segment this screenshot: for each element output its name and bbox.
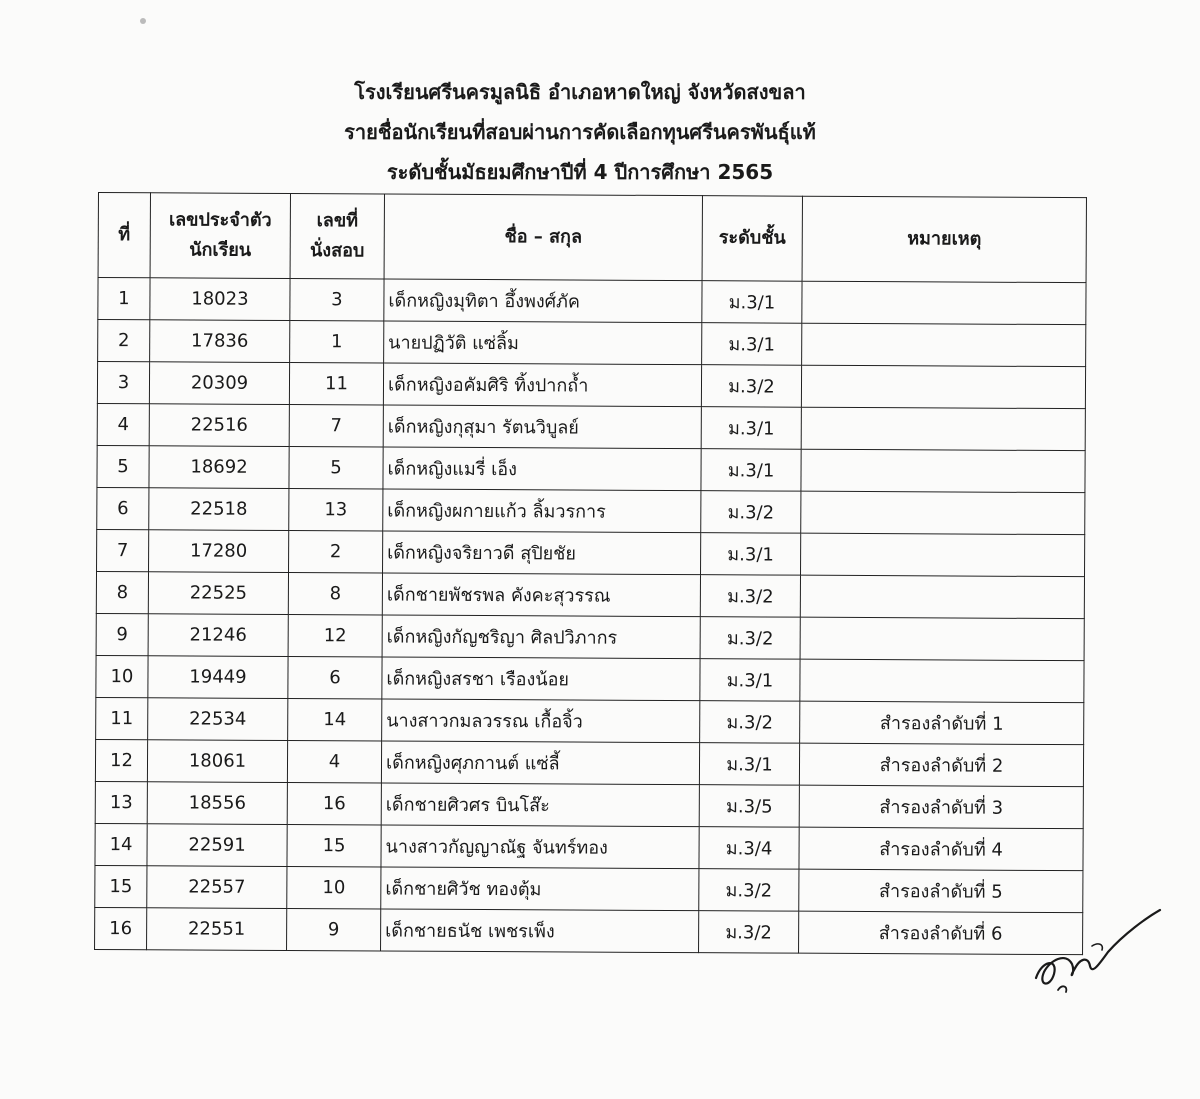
cell-level: ม.3/4 bbox=[699, 827, 799, 870]
cell-level: ม.3/1 bbox=[700, 659, 800, 702]
cell-seat: 1 bbox=[290, 321, 384, 363]
cell-note bbox=[800, 659, 1084, 702]
table-row bbox=[95, 739, 1083, 786]
cell-name: นางสาวกมลวรรณ เกื้อจิ้ว bbox=[382, 699, 700, 743]
cell-level: ม.3/1 bbox=[701, 407, 801, 450]
cell-name: เด็กชายธนัช เพชรเพ็ง bbox=[381, 909, 699, 953]
cell-level: ม.3/5 bbox=[699, 785, 799, 828]
table-row bbox=[95, 781, 1083, 828]
table-row bbox=[97, 445, 1085, 492]
cell-note: สำรองลำดับที่ 2 bbox=[799, 743, 1083, 786]
cell-no: 7 bbox=[97, 529, 149, 571]
cell-seat: 3 bbox=[290, 279, 384, 321]
cell-level: ม.3/1 bbox=[702, 323, 802, 366]
header-name: ชื่อ – สกุล bbox=[384, 194, 702, 281]
cell-seat: 4 bbox=[287, 741, 381, 783]
cell-note bbox=[802, 323, 1086, 366]
handwritten-signature-icon bbox=[1028, 900, 1168, 1000]
header-student-id: เลขประจำตัว นักเรียน bbox=[150, 193, 290, 279]
cell-level: ม.3/2 bbox=[700, 701, 800, 744]
cell-seat: 12 bbox=[288, 615, 382, 657]
cell-note bbox=[800, 617, 1084, 660]
cell-student-id: 22557 bbox=[147, 866, 287, 909]
cell-no: 3 bbox=[97, 362, 149, 404]
cell-seat: 10 bbox=[287, 866, 381, 908]
school-title: โรงเรียนศรีนครมูลนิธิ อำเภอหาดใหญ่ จังหวัดสงขลา bbox=[354, 80, 806, 104]
cell-no: 10 bbox=[96, 655, 148, 697]
cell-seat: 2 bbox=[289, 531, 383, 573]
cell-name: นางสาวกัญญาณัฐ จันทร์ทอง bbox=[381, 825, 699, 869]
cell-no: 15 bbox=[95, 865, 147, 907]
cell-seat: 15 bbox=[287, 824, 381, 866]
cell-note: สำรองลำดับที่ 3 bbox=[799, 785, 1083, 828]
cell-student-id: 22551 bbox=[147, 908, 287, 951]
cell-note bbox=[801, 449, 1085, 492]
cell-level: ม.3/2 bbox=[701, 365, 801, 408]
header-seat: เลขที่ นั่งสอบ bbox=[290, 194, 384, 279]
cell-name: เด็กหญิงแมรี่ เอ็ง bbox=[383, 447, 701, 491]
cell-no: 12 bbox=[95, 739, 147, 781]
cell-seat: 5 bbox=[289, 447, 383, 489]
cell-level: ม.3/2 bbox=[699, 911, 799, 954]
cell-student-id: 17280 bbox=[149, 530, 289, 573]
table-row bbox=[95, 865, 1083, 912]
document-header bbox=[0, 72, 1160, 192]
cell-seat: 7 bbox=[289, 405, 383, 447]
cell-name: เด็กหญิงกัญชริญา ศิลปวิภากร bbox=[382, 615, 700, 659]
cell-note: สำรองลำดับที่ 6 bbox=[799, 911, 1083, 954]
table-row bbox=[98, 320, 1086, 367]
cell-no: 1 bbox=[98, 278, 150, 320]
cell-no: 11 bbox=[96, 697, 148, 739]
cell-no: 2 bbox=[98, 320, 150, 362]
list-title: รายชื่อนักเรียนที่สอบผ่านการคัดเลือกทุนศรีนครพันธุ์แท้ bbox=[344, 120, 816, 144]
cell-name: เด็กชายศิวศร บินโส๊ะ bbox=[381, 783, 699, 827]
cell-student-id: 19449 bbox=[148, 656, 288, 699]
table-row bbox=[96, 571, 1084, 618]
cell-name: เด็กหญิงสรชา เรืองน้อย bbox=[382, 657, 700, 701]
cell-seat: 13 bbox=[289, 489, 383, 531]
cell-student-id: 18023 bbox=[150, 278, 290, 321]
cell-name: เด็กหญิงจริยาวดี สุปิยชัย bbox=[383, 531, 701, 575]
cell-name: เด็กหญิงศุภกานต์ แซ่ลี้ bbox=[381, 741, 699, 785]
cell-student-id: 22525 bbox=[148, 572, 288, 615]
cell-note bbox=[801, 365, 1085, 408]
level-year-title: ระดับชั้นมัธยมศึกษาปีที่ 4 ปีการศึกษา 2565 bbox=[386, 160, 774, 184]
cell-student-id: 22591 bbox=[147, 824, 287, 867]
header-level: ระดับชั้น bbox=[702, 196, 802, 282]
cell-name: เด็กชายศิวัช ทองตุ้ม bbox=[381, 867, 699, 911]
cell-level: ม.3/2 bbox=[700, 617, 800, 660]
cell-name: นายปฏิวัติ แซ่ลิ้ม bbox=[384, 321, 702, 365]
cell-note: สำรองลำดับที่ 4 bbox=[799, 827, 1083, 870]
cell-note: สำรองลำดับที่ 1 bbox=[800, 701, 1084, 744]
student-results-table bbox=[94, 192, 1087, 955]
cell-student-id: 18556 bbox=[147, 782, 287, 825]
header-no: ที่ bbox=[98, 193, 150, 278]
cell-student-id: 18061 bbox=[147, 740, 287, 783]
cell-name: เด็กหญิงผกายแก้ว ลิ้มวรการ bbox=[383, 489, 701, 533]
table-row bbox=[96, 655, 1084, 702]
cell-note bbox=[801, 491, 1085, 534]
cell-name: เด็กหญิงกุสุมา รัตนวิบูลย์ bbox=[383, 405, 701, 449]
cell-name: เด็กหญิงอคัมศิริ ทิ้งปากถ้ำ bbox=[383, 363, 701, 407]
cell-no: 4 bbox=[97, 403, 149, 445]
table-row bbox=[95, 823, 1083, 870]
cell-name: เด็กหญิงมุทิตา อึ้งพงศ์ภัค bbox=[384, 279, 702, 323]
scan-speck bbox=[140, 18, 146, 24]
cell-student-id: 18692 bbox=[149, 446, 289, 489]
table-row bbox=[95, 907, 1083, 954]
cell-level: ม.3/2 bbox=[699, 869, 799, 912]
cell-seat: 16 bbox=[287, 782, 381, 824]
cell-seat: 8 bbox=[288, 573, 382, 615]
cell-no: 14 bbox=[95, 823, 147, 865]
cell-no: 5 bbox=[97, 445, 149, 487]
cell-student-id: 22518 bbox=[149, 488, 289, 531]
cell-no: 9 bbox=[96, 613, 148, 655]
cell-note bbox=[802, 281, 1086, 324]
table-row bbox=[97, 487, 1085, 534]
cell-no: 8 bbox=[96, 571, 148, 613]
cell-level: ม.3/1 bbox=[701, 449, 801, 492]
cell-note: สำรองลำดับที่ 5 bbox=[799, 869, 1083, 912]
cell-name: เด็กชายพัชรพล คังคะสุวรรณ bbox=[382, 573, 700, 617]
table-row bbox=[96, 697, 1084, 744]
cell-seat: 11 bbox=[289, 363, 383, 405]
cell-seat: 6 bbox=[288, 657, 382, 699]
cell-seat: 14 bbox=[288, 699, 382, 741]
cell-student-id: 22534 bbox=[148, 698, 288, 741]
cell-student-id: 20309 bbox=[149, 362, 289, 405]
cell-note bbox=[800, 575, 1084, 618]
cell-seat: 9 bbox=[287, 908, 381, 950]
cell-level: ม.3/1 bbox=[702, 281, 802, 324]
cell-student-id: 17836 bbox=[150, 320, 290, 363]
cell-student-id: 22516 bbox=[149, 404, 289, 447]
cell-level: ม.3/2 bbox=[701, 491, 801, 534]
cell-note bbox=[801, 407, 1085, 450]
cell-no: 13 bbox=[95, 781, 147, 823]
table-row bbox=[98, 278, 1086, 325]
header-note: หมายเหตุ bbox=[802, 196, 1086, 282]
table-row bbox=[97, 529, 1085, 576]
table-row bbox=[96, 613, 1084, 660]
cell-student-id: 21246 bbox=[148, 614, 288, 657]
cell-level: ม.3/2 bbox=[700, 575, 800, 618]
table-row bbox=[97, 362, 1085, 409]
table-header-row bbox=[98, 193, 1086, 283]
cell-no: 6 bbox=[97, 487, 149, 529]
table-row bbox=[97, 403, 1085, 450]
cell-level: ม.3/1 bbox=[701, 533, 801, 576]
cell-no: 16 bbox=[95, 907, 147, 949]
cell-level: ม.3/1 bbox=[699, 743, 799, 786]
cell-note bbox=[801, 533, 1085, 576]
